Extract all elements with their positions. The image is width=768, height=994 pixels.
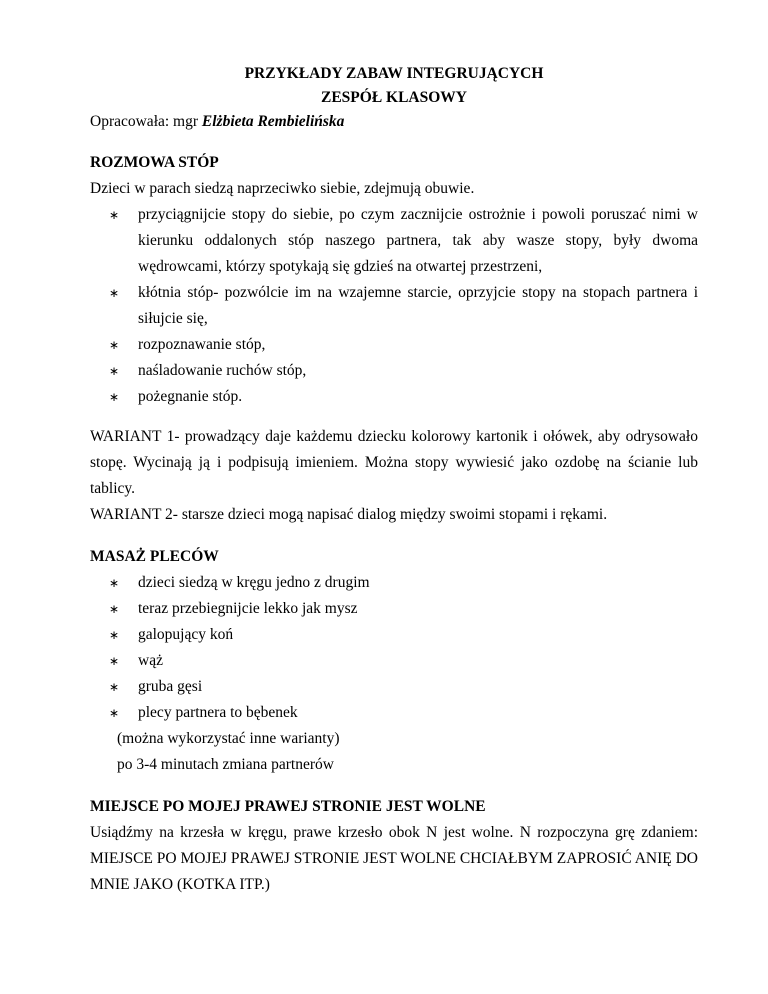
bullet-star-icon: ∗ — [109, 208, 120, 222]
list-item-text: dzieci siedzą w kręgu jedno z drugim — [138, 574, 370, 591]
author-name: Elżbieta Rembielińska — [201, 113, 345, 130]
author-label: Opracowała: mgr — [90, 113, 202, 130]
list-item-text: plecy partnera to bębenek — [138, 704, 298, 721]
note-variants: (można wykorzystać inne warianty) — [117, 730, 340, 747]
bullet-star-icon: ∗ — [109, 286, 120, 300]
list-item-text: galopujący koń — [138, 626, 234, 643]
bullet-star-icon: ∗ — [109, 628, 120, 642]
variant-2-text: WARIANT 2- starsze dzieci mogą napisać dialog między swoimi stopami i rękami. — [90, 506, 608, 523]
list-item — [90, 570, 698, 596]
list-item-text: naśladowanie ruchów stóp, — [138, 362, 307, 379]
list-item — [90, 700, 698, 726]
bullet-star-icon: ∗ — [109, 338, 120, 352]
list-item-text: pożegnanie stóp. — [138, 388, 243, 405]
list-item-text: gruba gęsi — [138, 678, 203, 695]
bullet-star-icon: ∗ — [109, 576, 120, 590]
list-item-text: kłótnia stóp- pozwólcie im na wzajemne starcie, oprzyjcie stopy na stopach partnera i siłujcie się, — [138, 284, 698, 327]
list-item-text: przyciągnijcie stopy do siebie, po czym zacznijcie ostrożnie i powoli poruszać nimi w kierunku oddalonych stóp naszego partnera, tak aby wasze stopy, były dwoma wędrowcami, którzy spotykają się gdzieś na otwartej przestrzeni, — [138, 206, 698, 275]
list-item-text: wąż — [138, 652, 163, 669]
bullet-star-icon: ∗ — [109, 680, 120, 694]
bullet-list-rozmowa-stop — [90, 202, 698, 410]
section-3-text: Usiądźmy na krzesła w kręgu, prawe krzesło obok N jest wolne. N rozpoczyna grę zdaniem: MIEJSCE PO MOJEJ PRAWEJ STRONIE JEST WOLNE CHCIAŁBYM ZAPROSIĆ ANIĘ DO MNIE JAKO (KOTKA ITP.) — [90, 824, 698, 893]
bullet-star-icon: ∗ — [109, 706, 120, 720]
variant-1-text: WARIANT 1- prowadzący daje każdemu dziecku kolorowy kartonik i ołówek, aby odrysowało stopę. Wycinają ją i podpisują imieniem. Można stopy wywiesić jako ozdobę na ścianie lub tablicy. — [90, 428, 698, 497]
section-intro: Dzieci w parach siedzą naprzeciwko siebie, zdejmują obuwie. — [90, 180, 475, 197]
section-heading-rozmowa-stop: ROZMOWA STÓP — [90, 154, 219, 171]
section-heading-miejsce: MIEJSCE PO MOJEJ PRAWEJ STRONIE JEST WOLNE — [90, 798, 486, 815]
list-item — [90, 384, 698, 410]
list-item-text: teraz przebiegnijcie lekko jak mysz — [138, 600, 358, 617]
bullet-star-icon: ∗ — [109, 654, 120, 668]
list-item — [90, 202, 698, 280]
document-page — [90, 62, 698, 898]
list-item — [90, 332, 698, 358]
author-line — [90, 110, 698, 134]
note-partner-change: po 3-4 minutach zmiana partnerów — [117, 756, 334, 773]
list-item — [90, 622, 698, 648]
document-subtitle: ZESPÓŁ KLASOWY — [321, 89, 467, 106]
bullet-star-icon: ∗ — [109, 364, 120, 378]
section-heading-masaz-plecow: MASAŻ PLECÓW — [90, 548, 219, 565]
list-item — [90, 280, 698, 332]
document-title: PRZYKŁADY ZABAW INTEGRUJĄCYCH — [244, 65, 544, 82]
list-item-text: rozpoznawanie stóp, — [138, 336, 266, 353]
bullet-star-icon: ∗ — [109, 602, 120, 616]
list-item — [90, 596, 698, 622]
bullet-star-icon: ∗ — [109, 390, 120, 404]
bullet-list-masaz-plecow — [90, 570, 698, 726]
list-item — [90, 358, 698, 384]
list-item — [90, 674, 698, 700]
list-item — [90, 648, 698, 674]
